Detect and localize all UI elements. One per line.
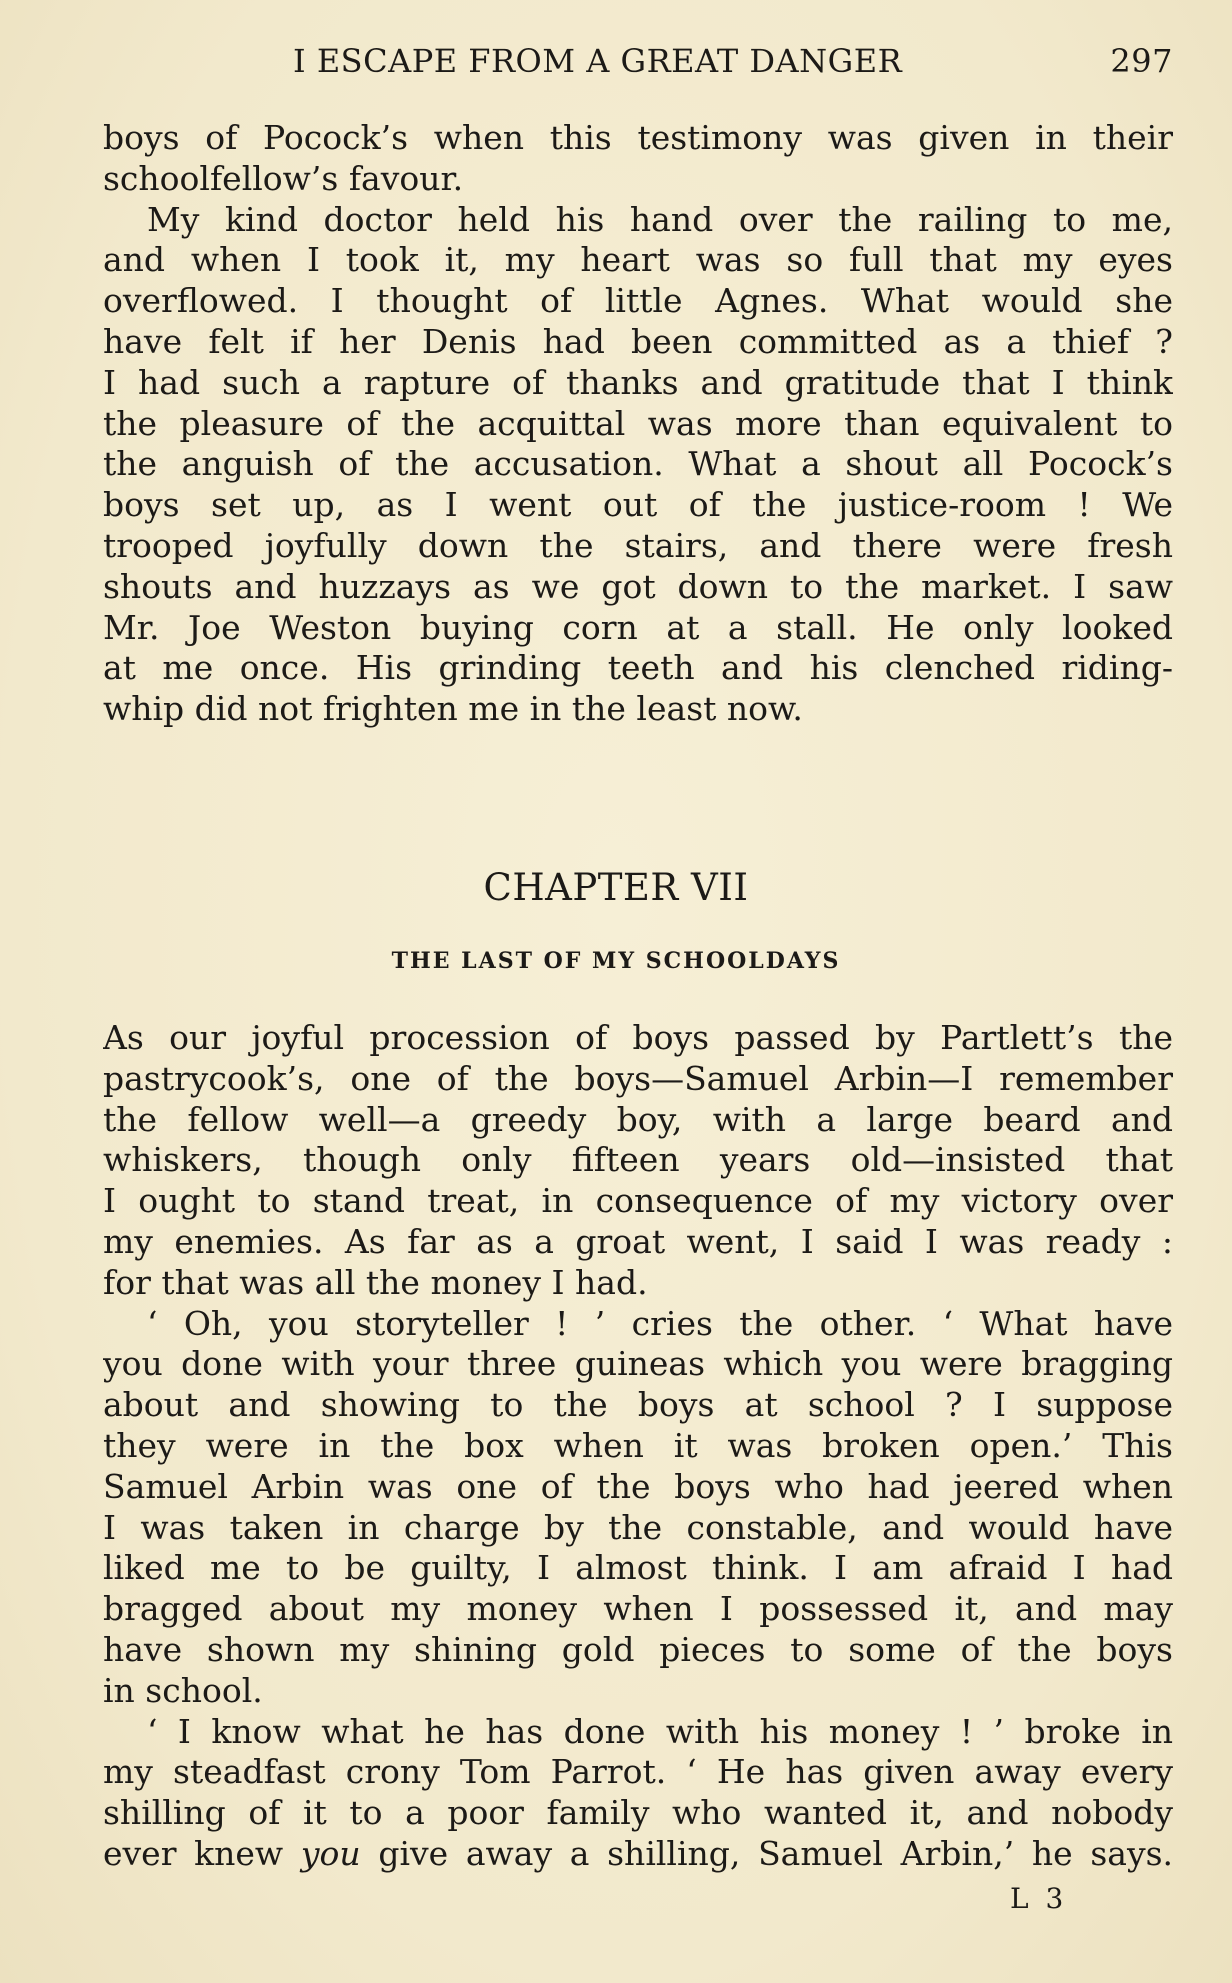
text-line bbox=[103, 1834, 1173, 1875]
text-line: have shown my shining gold pieces to some of the boys bbox=[103, 1629, 1173, 1669]
text-line: Samuel Arbin was one of the boys who had jeered when bbox=[103, 1466, 1173, 1506]
opening-paragraphs bbox=[103, 118, 1173, 730]
text-line: the fellow well—a greedy boy, with a large beard and bbox=[103, 1099, 1173, 1139]
running-title: I ESCAPE FROM A GREAT DANGER bbox=[293, 42, 903, 80]
text-line: shouts and huzzays as we got down to the market. I saw bbox=[103, 566, 1173, 606]
text-line: about and showing to the boys at school ? I suppose bbox=[103, 1385, 1173, 1425]
text-line: my enemies. As far as a groat went, I said I was ready : bbox=[103, 1221, 1173, 1261]
chapter-paragraphs bbox=[103, 1018, 1173, 1875]
text-line: the anguish of the accusation. What a shout all Pocock’s bbox=[103, 444, 1173, 484]
text-line: in school. bbox=[103, 1670, 263, 1710]
text-line: trooped joyfully down the stairs, and there were fresh bbox=[103, 525, 1173, 565]
text-line: My kind doctor held his hand over the railing to me, bbox=[147, 199, 1173, 239]
text-line: pastrycook’s, one of the boys—Samuel Arbin—I remember bbox=[103, 1058, 1173, 1098]
text-run: ever knew bbox=[103, 1833, 301, 1873]
text-line: boys of Pocock’s when this testimony was given in their bbox=[103, 118, 1173, 157]
text-line: whiskers, though only fifteen years old—insisted that bbox=[103, 1140, 1173, 1180]
text-line: the pleasure of the acquittal was more than equivalent to bbox=[103, 403, 1173, 443]
chapter-subtitle: THE LAST OF MY SCHOOLDAYS bbox=[391, 948, 841, 974]
text-line: As our joyful procession of boys passed by Partlett’s the bbox=[103, 1018, 1173, 1057]
text-line: bragged about my money when I possessed it, and may bbox=[103, 1589, 1173, 1629]
text-line: ‘ Oh, you storyteller ! ’ cries the other. ‘ What have bbox=[147, 1303, 1173, 1343]
text-line: ‘ I know what he has done with his money ! ’ broke in bbox=[147, 1711, 1173, 1751]
text-line: schoolfellow’s favour. bbox=[103, 158, 464, 198]
text-line: and when I took it, my heart was so full that my eyes bbox=[103, 240, 1173, 280]
page-number: 297 bbox=[1110, 42, 1173, 80]
text-line: I had such a rapture of thanks and gratitude that I think bbox=[103, 362, 1173, 402]
text-line: boys set up, as I went out of the justice-room ! We bbox=[103, 485, 1173, 525]
text-line: shilling of it to a poor family who wanted it, and nobody bbox=[103, 1793, 1173, 1833]
text-line: Mr. Joe Weston buying corn at a stall. He only looked bbox=[103, 607, 1173, 647]
chapter-title: CHAPTER VII bbox=[483, 866, 749, 909]
text-line: for that was all the money I had. bbox=[103, 1262, 648, 1302]
text-line: liked me to be guilty, I almost think. I am afraid I had bbox=[103, 1548, 1173, 1588]
text-line: at me once. His grinding teeth and his clenched riding- bbox=[103, 648, 1173, 688]
text-line: you done with your three guineas which you were bragging bbox=[103, 1344, 1173, 1384]
text-line: they were in the box when it was broken open.’ This bbox=[103, 1425, 1173, 1465]
text-line: I ought to stand treat, in consequence of my victory over bbox=[103, 1181, 1173, 1221]
text-line: whip did not frighten me in the least now. bbox=[103, 689, 803, 729]
text-line: I was taken in charge by the constable, and would have bbox=[103, 1507, 1173, 1547]
text-line: have felt if her Denis had been committed as a thief ? bbox=[103, 321, 1173, 361]
text-line: overflowed. I thought of little Agnes. What would she bbox=[103, 281, 1173, 321]
signature-mark: L 3 bbox=[1010, 1882, 1068, 1915]
running-head bbox=[103, 42, 1173, 82]
text-run: give away a shilling, Samuel Arbin,’ he says. bbox=[360, 1833, 1173, 1873]
text-line: my steadfast crony Tom Parrot. ‘ He has given away every bbox=[103, 1752, 1173, 1792]
emphasis-text: you bbox=[300, 1833, 361, 1873]
